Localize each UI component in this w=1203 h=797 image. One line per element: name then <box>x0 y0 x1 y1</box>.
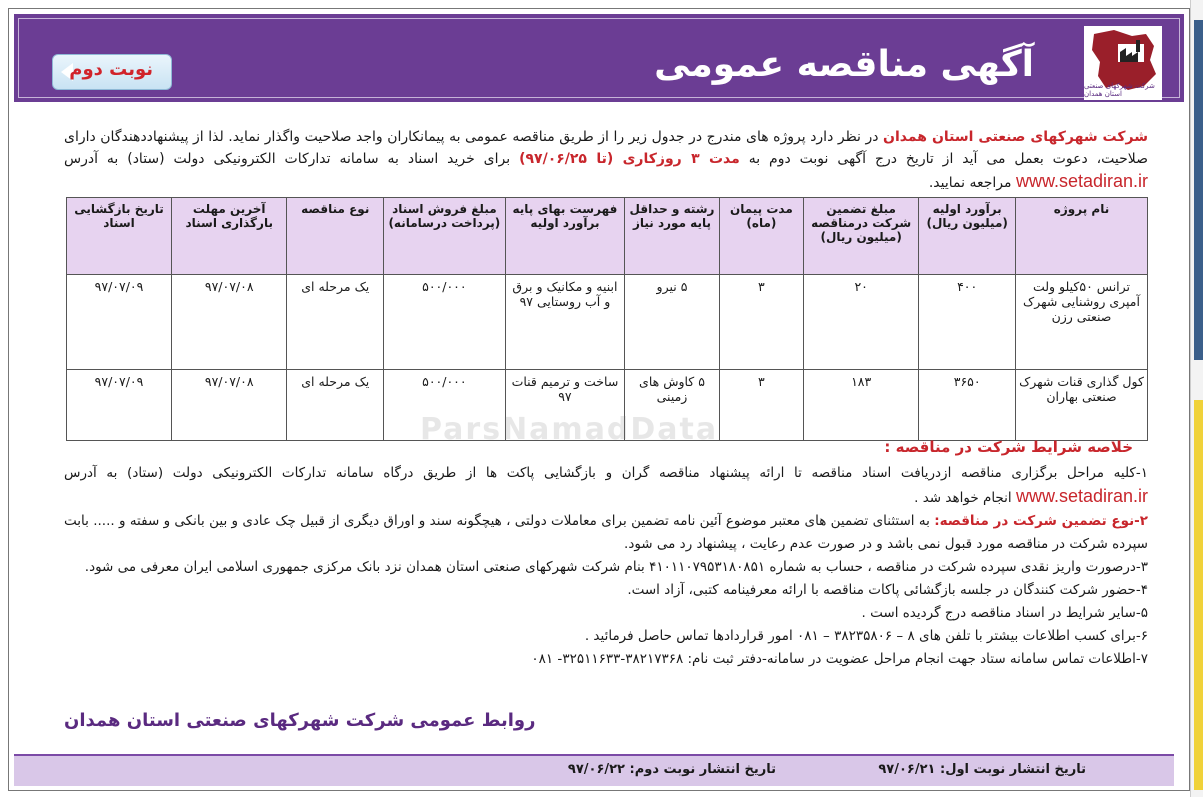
table-row <box>67 275 1148 370</box>
watermark: ParsNamadData <box>420 412 719 447</box>
cell-document-price: ۵۰۰/۰۰۰ <box>384 275 506 370</box>
condition-1-end: انجام خواهد شد . <box>914 490 1016 506</box>
round-badge <box>52 54 172 90</box>
condition-2-text: به استثنای تضمین های معتبر موضوع آئین نامه تضمین برای معاملات دولتی ، هیچگونه سند و اوراق دیگری از قبیل چک عادی و بین بانکی و سفته و ..... بابت سپرده شرکت در مناقصه مورد قبول نمی باشد و در صورت عدم رعایت ، پیشنهاد رد می شود. <box>64 513 1148 552</box>
condition-item-3: ۳-درصورت واریز نقدی سپرده شرکت در مناقصه ، حساب به شماره ۴۱۰۱۱۰۷۹۵۳۱۸۰۸۵۱ بنام شرکت شهرکهای صنعتی استان همدان نزد بانک مرکزی جمهوری اسلامی ایران معرفی می شود. <box>84 559 1148 575</box>
footer-bar <box>14 754 1174 786</box>
cell-opening-date: ۹۷/۰۷/۰۹ <box>67 275 172 370</box>
cell-guarantee: ۲۰ <box>803 275 918 370</box>
second-publish-date: تاریخ انتشار نوبت دوم: ۹۷/۰۶/۲۲ <box>567 762 776 777</box>
condition-1-link[interactable]: www.setadiran.ir <box>1015 486 1148 506</box>
intro-text-2: برای خرید اسناد به سامانه تدارکات الکترونیکی دولت (ستاد) به آدرس <box>64 151 520 167</box>
condition-item-6: ۶-برای کسب اطلاعات بیشتر با تلفن های ۸ – ۳۸۲۳۵۸۰۶ – ۰۸۱ امور قراردادها تماس حاصل فرمائید . <box>584 628 1148 644</box>
signature: روابط عمومی شرکت شهرکهای صنعتی استان همدان <box>64 710 536 731</box>
cell-project-name: کول گذاری قنات شهرک صنعتی بهاران <box>1016 370 1148 441</box>
col-upload-deadline: آخرین مهلت بارگذاری اسناد <box>172 198 287 275</box>
col-document-price: مبلغ فروش اسناد (پرداخت درسامانه) <box>384 198 506 275</box>
col-project-name: نام پروژه <box>1016 198 1148 275</box>
col-price-list: فهرست بهای پایه برآورد اولیه <box>505 198 625 275</box>
intro-text-1: در نظر دارد پروژه های مندرج در جدول زیر را از طریق مناقصه عمومی به پیمانکاران واجد صلاحیت واگذار نماید. لذا از پیشنهاددهندگان دارای صلاحیت، دعوت بعمل می آید از تاریخ درج آگهی نوبت دوم به <box>64 129 1148 167</box>
condition-1-text: ۱-کلیه مراحل برگزاری مناقصه ازدریافت اسناد مناقصه تا ارائه پیشنهاد مناقصه گران و بازگشایی پاکت ها از طریق درگاه سامانه تدارکات الکترونیکی دولت (ستاد) به آدرس <box>64 465 1148 481</box>
header-banner <box>14 14 1184 102</box>
cell-price-list: ابنیه و مکانیک و برق و آب روستایی ۹۷ <box>505 275 625 370</box>
cell-tender-type: یک مرحله ای <box>287 370 384 441</box>
col-guarantee: مبلغ تضمین شرکت درمناقصه (میلیون ریال) <box>803 198 918 275</box>
conditions-title: خلاصه شرایط شرکت در مناقصه : <box>884 438 1133 456</box>
condition-item-1 <box>64 462 1148 510</box>
logo-caption: شرکت شهرکهای صنعتی استان همدان <box>1084 82 1155 98</box>
cell-project-name: ترانس ۵۰کیلو ولت آمپری روشنایی شهرک صنعتی رزن <box>1016 275 1148 370</box>
cell-upload-deadline: ۹۷/۰۷/۰۸ <box>172 370 287 441</box>
condition-item-2 <box>64 510 1148 556</box>
adjacent-ad-strip <box>1194 400 1203 790</box>
badge-label: نوبت دوم <box>69 59 153 80</box>
cell-grade: ۵ نیرو <box>625 275 720 370</box>
deadline-text: مدت ۳ روزکاری (تا ۹۷/۰۶/۲۵) <box>519 151 740 167</box>
cell-guarantee: ۱۸۳ <box>803 370 918 441</box>
cell-initial-estimate: ۴۰۰ <box>919 275 1016 370</box>
condition-item-4: ۴-حضور شرکت کنندگان در جلسه بازگشائی پاکات مناقصه با ارائه معرفینامه کتبی، آزاد است. <box>627 582 1148 598</box>
adjacent-ad-strip <box>1194 20 1203 360</box>
company-name: شرکت شهرکهای صنعتی استان همدان <box>883 129 1148 145</box>
col-opening-date: تاریخ بازگشایی اسناد <box>67 198 172 275</box>
company-logo <box>1084 26 1162 100</box>
cell-document-price: ۵۰۰/۰۰۰ <box>384 370 506 441</box>
col-grade: رشته و حداقل پایه مورد نیاز <box>625 198 720 275</box>
cell-initial-estimate: ۳۶۵۰ <box>919 370 1016 441</box>
intro-text-3: مراجعه نمایید. <box>928 175 1016 191</box>
cell-price-list: ساخت و ترمیم قنات ۹۷ <box>505 370 625 441</box>
cell-grade: ۵ کاوش های زمینی <box>625 370 720 441</box>
first-publish-date: تاریخ انتشار نوبت اول: ۹۷/۰۶/۲۱ <box>878 762 1086 777</box>
col-tender-type: نوع مناقصه <box>287 198 384 275</box>
page-title: آگهی مناقصه عمومی <box>654 44 1034 85</box>
cell-tender-type: یک مرحله ای <box>287 275 384 370</box>
table-header-row <box>67 198 1148 275</box>
cell-duration: ۳ <box>719 275 803 370</box>
projects-table <box>66 197 1148 441</box>
cell-opening-date: ۹۷/۰۷/۰۹ <box>67 370 172 441</box>
col-initial-estimate: برآورد اولیه (میلیون ریال) <box>919 198 1016 275</box>
col-duration: مدت پیمان (ماه) <box>719 198 803 275</box>
condition-2-title: ۲-نوع تضمین شرکت در مناقصه: <box>934 513 1148 529</box>
conditions-list <box>64 462 1148 671</box>
condition-item-7: ۷-اطلاعات تماس سامانه ستاد جهت انجام مراحل عضویت در سامانه-دفتر ثبت نام: ۳۸۲۱۷۳۶۸-۳۲۵۱۱۶۳۳- ۰۸۱ <box>531 651 1148 667</box>
condition-item-5: ۵-سایر شرایط در اسناد مناقصه درج گردیده است . <box>861 605 1148 621</box>
intro-paragraph <box>64 126 1148 194</box>
website-link[interactable]: www.setadiran.ir <box>1015 171 1148 191</box>
cell-upload-deadline: ۹۷/۰۷/۰۸ <box>172 275 287 370</box>
cell-duration: ۳ <box>719 370 803 441</box>
